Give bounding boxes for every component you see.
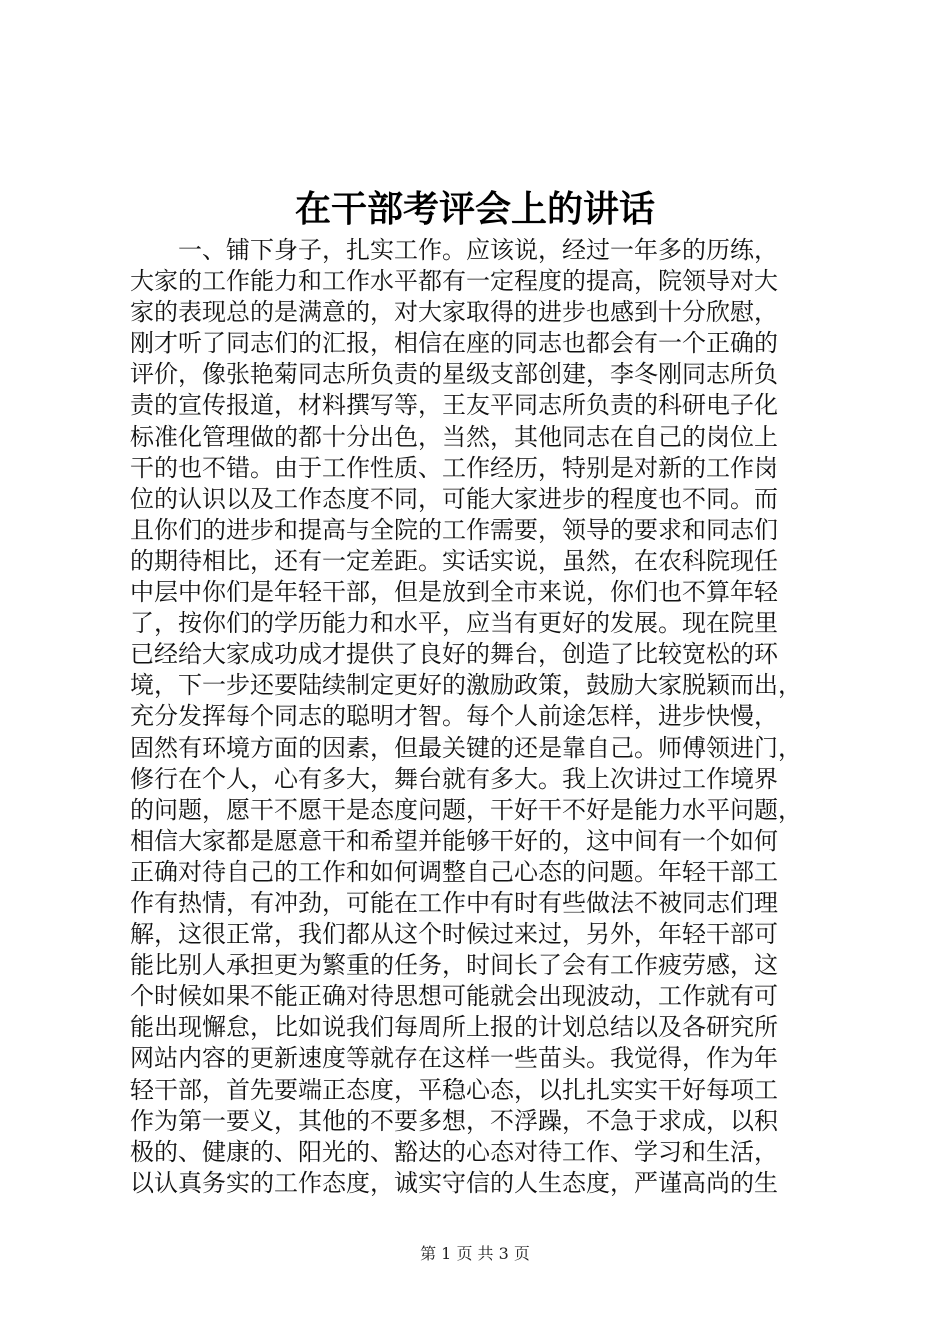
document-body (130, 235, 830, 1199)
body-line: 极的、健康的、阳光的、豁达的心态对待工作、学习和生活， (130, 1137, 778, 1166)
body-line: 充分发挥每个同志的聪明才智。每个人前途怎样，进步快慢， (130, 702, 778, 731)
body-line: 作有热情，有冲劲，可能在工作中有时有些做法不被同志们理 (130, 888, 778, 917)
body-line: 的期待相比，还有一定差距。实话实说，虽然，在农科院现任 (130, 546, 778, 575)
body-line: 个时候如果不能正确对待思想可能就会出现波动，工作就有可 (130, 982, 778, 1011)
body-line: 已经给大家成功成才提供了良好的舞台，创造了比较宽松的环 (130, 640, 778, 669)
body-line: 正确对待自己的工作和如何调整自己心态的问题。年轻干部工 (130, 857, 778, 886)
body-line: 相信大家都是愿意干和希望并能够干好的，这中间有一个如何 (130, 826, 778, 855)
document-title: 在干部考评会上的讲话 (294, 188, 655, 230)
body-line: 干的也不错。由于工作性质、工作经历，特别是对新的工作岗 (130, 453, 778, 482)
body-line: 固然有环境方面的因素，但最关键的还是靠自己。师傅领进门， (130, 733, 802, 762)
body-line: 境，下一步还要陆续制定更好的激励政策，鼓励大家脱颖而出， (130, 671, 802, 700)
body-line: 以认真务实的工作态度，诚实守信的人生态度，严谨高尚的生 (130, 1168, 778, 1197)
body-line: 刚才听了同志们的汇报，相信在座的同志也都会有一个正确的 (130, 329, 778, 358)
body-line: 了，按你们的学历能力和水平，应当有更好的发展。现在院里 (130, 609, 778, 638)
body-line: 责的宣传报道，材料撰写等，王友平同志所负责的科研电子化 (130, 391, 778, 420)
body-line: 家的表现总的是满意的，对大家取得的进步也感到十分欣慰， (130, 298, 778, 327)
body-line: 标准化管理做的都十分出色，当然，其他同志在自己的岗位上 (130, 422, 778, 451)
body-line: 且你们的进步和提高与全院的工作需要，领导的要求和同志们 (130, 515, 778, 544)
body-line: 作为第一要义，其他的不要多想，不浮躁，不急于求成，以积 (130, 1106, 778, 1135)
body-line: 大家的工作能力和工作水平都有一定程度的提高，院领导对大 (130, 267, 778, 296)
body-line: 中层中你们是年轻干部，但是放到全市来说，你们也不算年轻 (130, 578, 778, 607)
page-footer: 第 1 页 共 3 页 (420, 1244, 530, 1263)
body-line: 评价，像张艳菊同志所负责的星级支部创建，李冬刚同志所负 (130, 360, 778, 389)
body-line: 能出现懈怠，比如说我们每周所上报的计划总结以及各研究所 (130, 1013, 778, 1042)
body-line: 能比别人承担更为繁重的任务，时间长了会有工作疲劳感，这 (130, 951, 778, 980)
body-line: 位的认识以及工作态度不同，可能大家进步的程度也不同。而 (130, 484, 778, 513)
body-line: 网站内容的更新速度等就存在这样一些苗头。我觉得，作为年 (130, 1044, 778, 1073)
body-line: 轻干部，首先要端正态度，平稳心态，以扎扎实实干好每项工 (130, 1075, 778, 1104)
body-line: 的问题，愿干不愿干是态度问题，干好干不好是能力水平问题， (130, 795, 802, 824)
body-line: 解，这很正常，我们都从这个时候过来过，另外，年轻干部可 (130, 920, 778, 949)
body-line: 修行在个人，心有多大，舞台就有多大。我上次讲过工作境界 (130, 764, 778, 793)
body-line: 一、铺下身子，扎实工作。应该说，经过一年多的历练， (130, 236, 778, 264)
